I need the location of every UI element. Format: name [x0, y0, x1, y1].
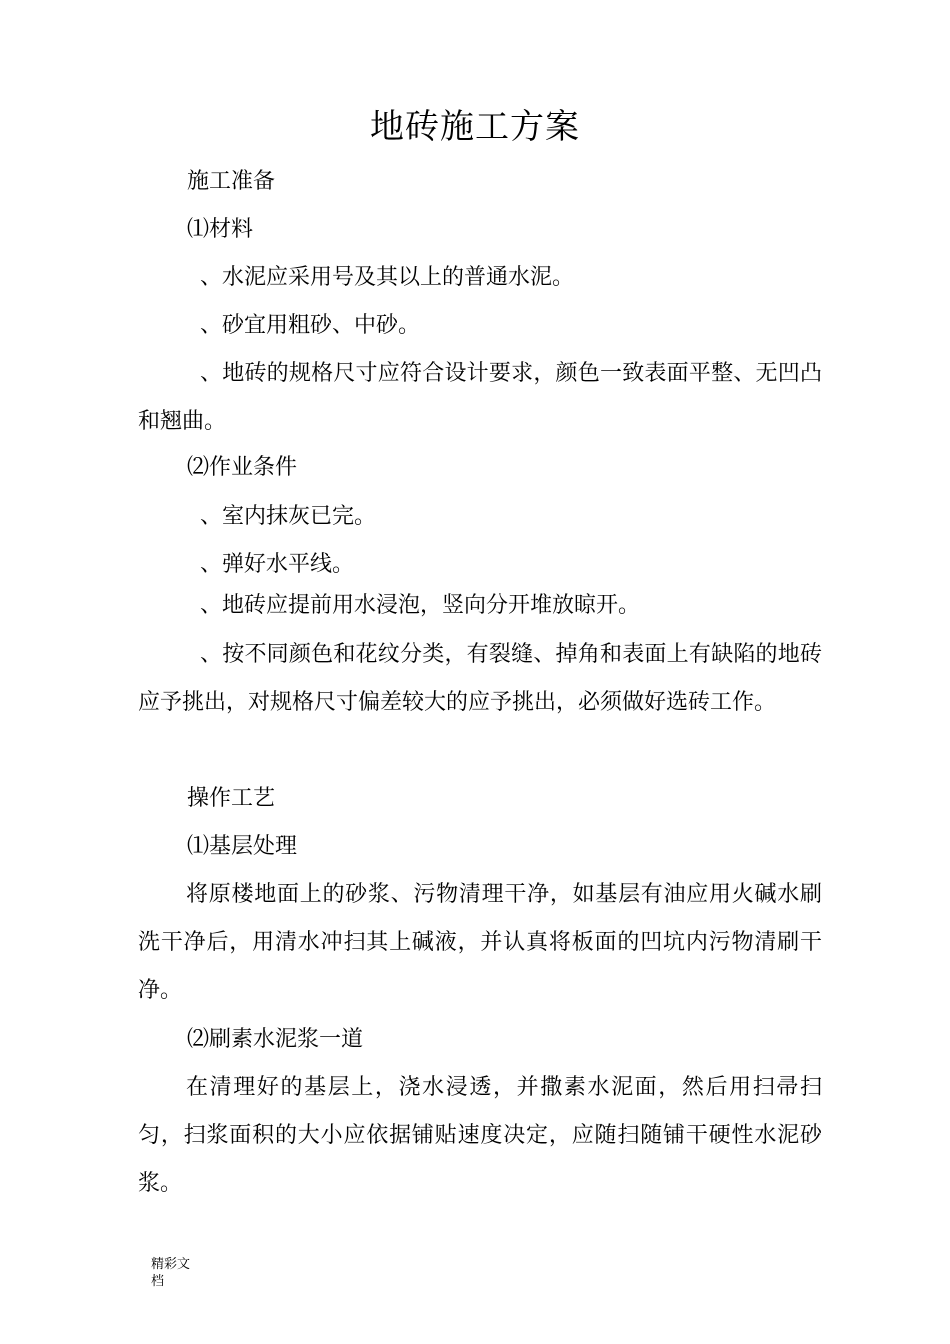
paragraph-cement-slurry: 在清理好的基层上，浇水浸透，并撒素水泥面，然后用扫帚扫匀，扫浆面积的大小应依据铺贴速度决定，应随扫随铺干硬性水泥砂浆。 — [138, 1075, 822, 1196]
conditions-item-level-line: 、弹好水平线。 — [200, 552, 355, 577]
section-heading-preparation: 施工准备 — [187, 169, 276, 194]
conditions-item-sort: 、按不同颜色和花纹分类，有裂缝、掉角和表面上有缺陷的地砖应予挑出，对规格尺寸偏差较大的应予挑出，必须做好选砖工作。 — [138, 642, 822, 715]
subheading-base-treatment: ⑴基层处理 — [187, 834, 298, 859]
conditions-item-plaster: 、室内抹灰已完。 — [200, 504, 377, 529]
section-heading-process: 操作工艺 — [187, 786, 276, 811]
subheading-cement-slurry: ⑵刷素水泥浆一道 — [187, 1027, 364, 1052]
conditions-item-soak: 、地砖应提前用水浸泡，竖向分开堆放晾开。 — [200, 593, 641, 618]
paragraph-base-treatment: 将原楼地面上的砂浆、污物清理干净，如基层有油应用火碱水刷洗干净后，用清水冲扫其上碱液，并认真将板面的凹坑内污物清刷干净。 — [138, 882, 822, 1003]
document-title: 地砖施工方案 — [370, 107, 580, 147]
materials-item-sand: 、砂宜用粗砂、中砂。 — [200, 313, 421, 338]
subheading-conditions: ⑵作业条件 — [187, 455, 298, 480]
materials-item-cement: 、水泥应采用号及其以上的普通水泥。 — [200, 265, 575, 290]
subheading-materials: ⑴材料 — [187, 217, 254, 242]
materials-item-tiles: 、地砖的规格尺寸应符合设计要求，颜色一致表面平整、无凹凸和翘曲。 — [138, 361, 822, 434]
footer-label: 精彩文档 — [151, 1257, 191, 1289]
